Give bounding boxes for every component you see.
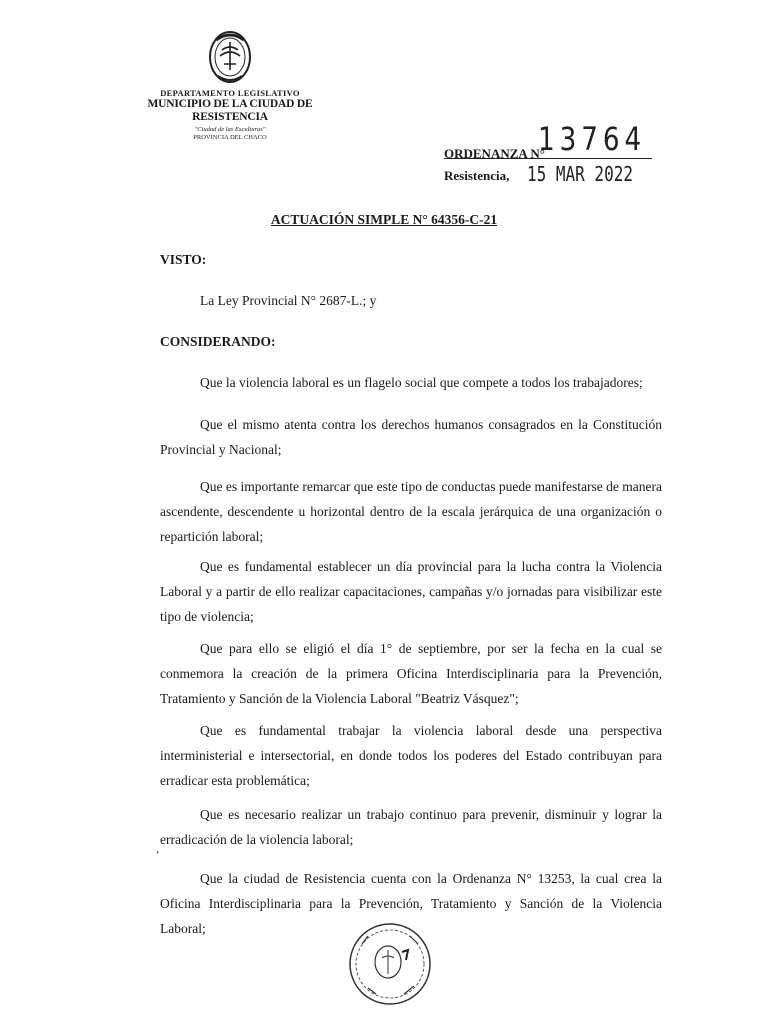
ordinance-label: ORDENANZA N°	[444, 146, 545, 161]
considerando-heading: CONSIDERANDO:	[160, 334, 276, 349]
visto-text: La Ley Provincial N° 2687-L.; y	[200, 293, 377, 308]
paragraph: Que el mismo atenta contra los derechos humanos consagrados en la Constitución Provincial y Nacional;	[160, 417, 662, 457]
ordinance-number: 13764	[538, 120, 647, 158]
paragraph: Que es necesario realizar un trabajo continuo para prevenir, disminuir y lograr la erradicación de la violencia laboral;	[160, 807, 662, 847]
municipality-name: MUNICIPIO DE LA CIUDAD DE RESISTENCIA	[147, 98, 313, 123]
visto-heading: VISTO:	[160, 252, 207, 267]
paragraph: Que la violencia laboral es un flagelo social que compete a todos los trabajadores;	[200, 375, 643, 390]
paragraph: Que es fundamental establecer un día provincial para la lucha contra la Violencia Laboral y a partir de ello realizar capacitaciones, campañas y/o jornadas para visibilizar este tipo de violencia;	[160, 559, 662, 624]
paragraph: Que es importante remarcar que este tipo de conductas puede manifestarse de manera ascendente, descendente u horizontal dentro de la escala jerárquica de una organización o repartición laboral;	[160, 479, 662, 544]
stray-mark: ‘	[156, 850, 160, 861]
municipal-seal-icon	[206, 28, 254, 86]
city-motto: "Ciudad de las Esculturas"	[194, 126, 266, 133]
province-name: PROVINCIA DEL CHACO	[193, 134, 267, 141]
paragraph: Que es fundamental trabajar la violencia laboral desde una perspectiva interministerial e intersectorial, en donde todos los poderes del Estado contribuyan para erradicar esta problemática;	[160, 723, 662, 788]
place-label: Resistencia,	[444, 168, 510, 183]
concejo-stamp	[338, 914, 442, 1011]
concejo-stamp-icon	[338, 914, 442, 1006]
letterhead	[110, 28, 350, 142]
paragraph: Que la ciudad de Resistencia cuenta con la Ordenanza N° 13253, la cual crea la Oficina Interdisciplinaria para la Prevención, Tratamiento y Sanción de la Violencia Laboral;	[160, 871, 662, 936]
department-name: DEPARTAMENTO LEGISLATIVO	[160, 88, 300, 98]
document-title: ACTUACIÓN SIMPLE N° 64356-C-21	[270, 212, 498, 227]
date-stamp: 15 MAR 2022	[527, 162, 633, 186]
paragraph: Que para ello se eligió el día 1° de septiembre, por ser la fecha en la cual se conmemora la creación de la primera Oficina Interdisciplinaria para la Prevención, Tratamiento y Sanción de la Violencia Laboral "Beatriz Vásquez";	[160, 641, 662, 706]
